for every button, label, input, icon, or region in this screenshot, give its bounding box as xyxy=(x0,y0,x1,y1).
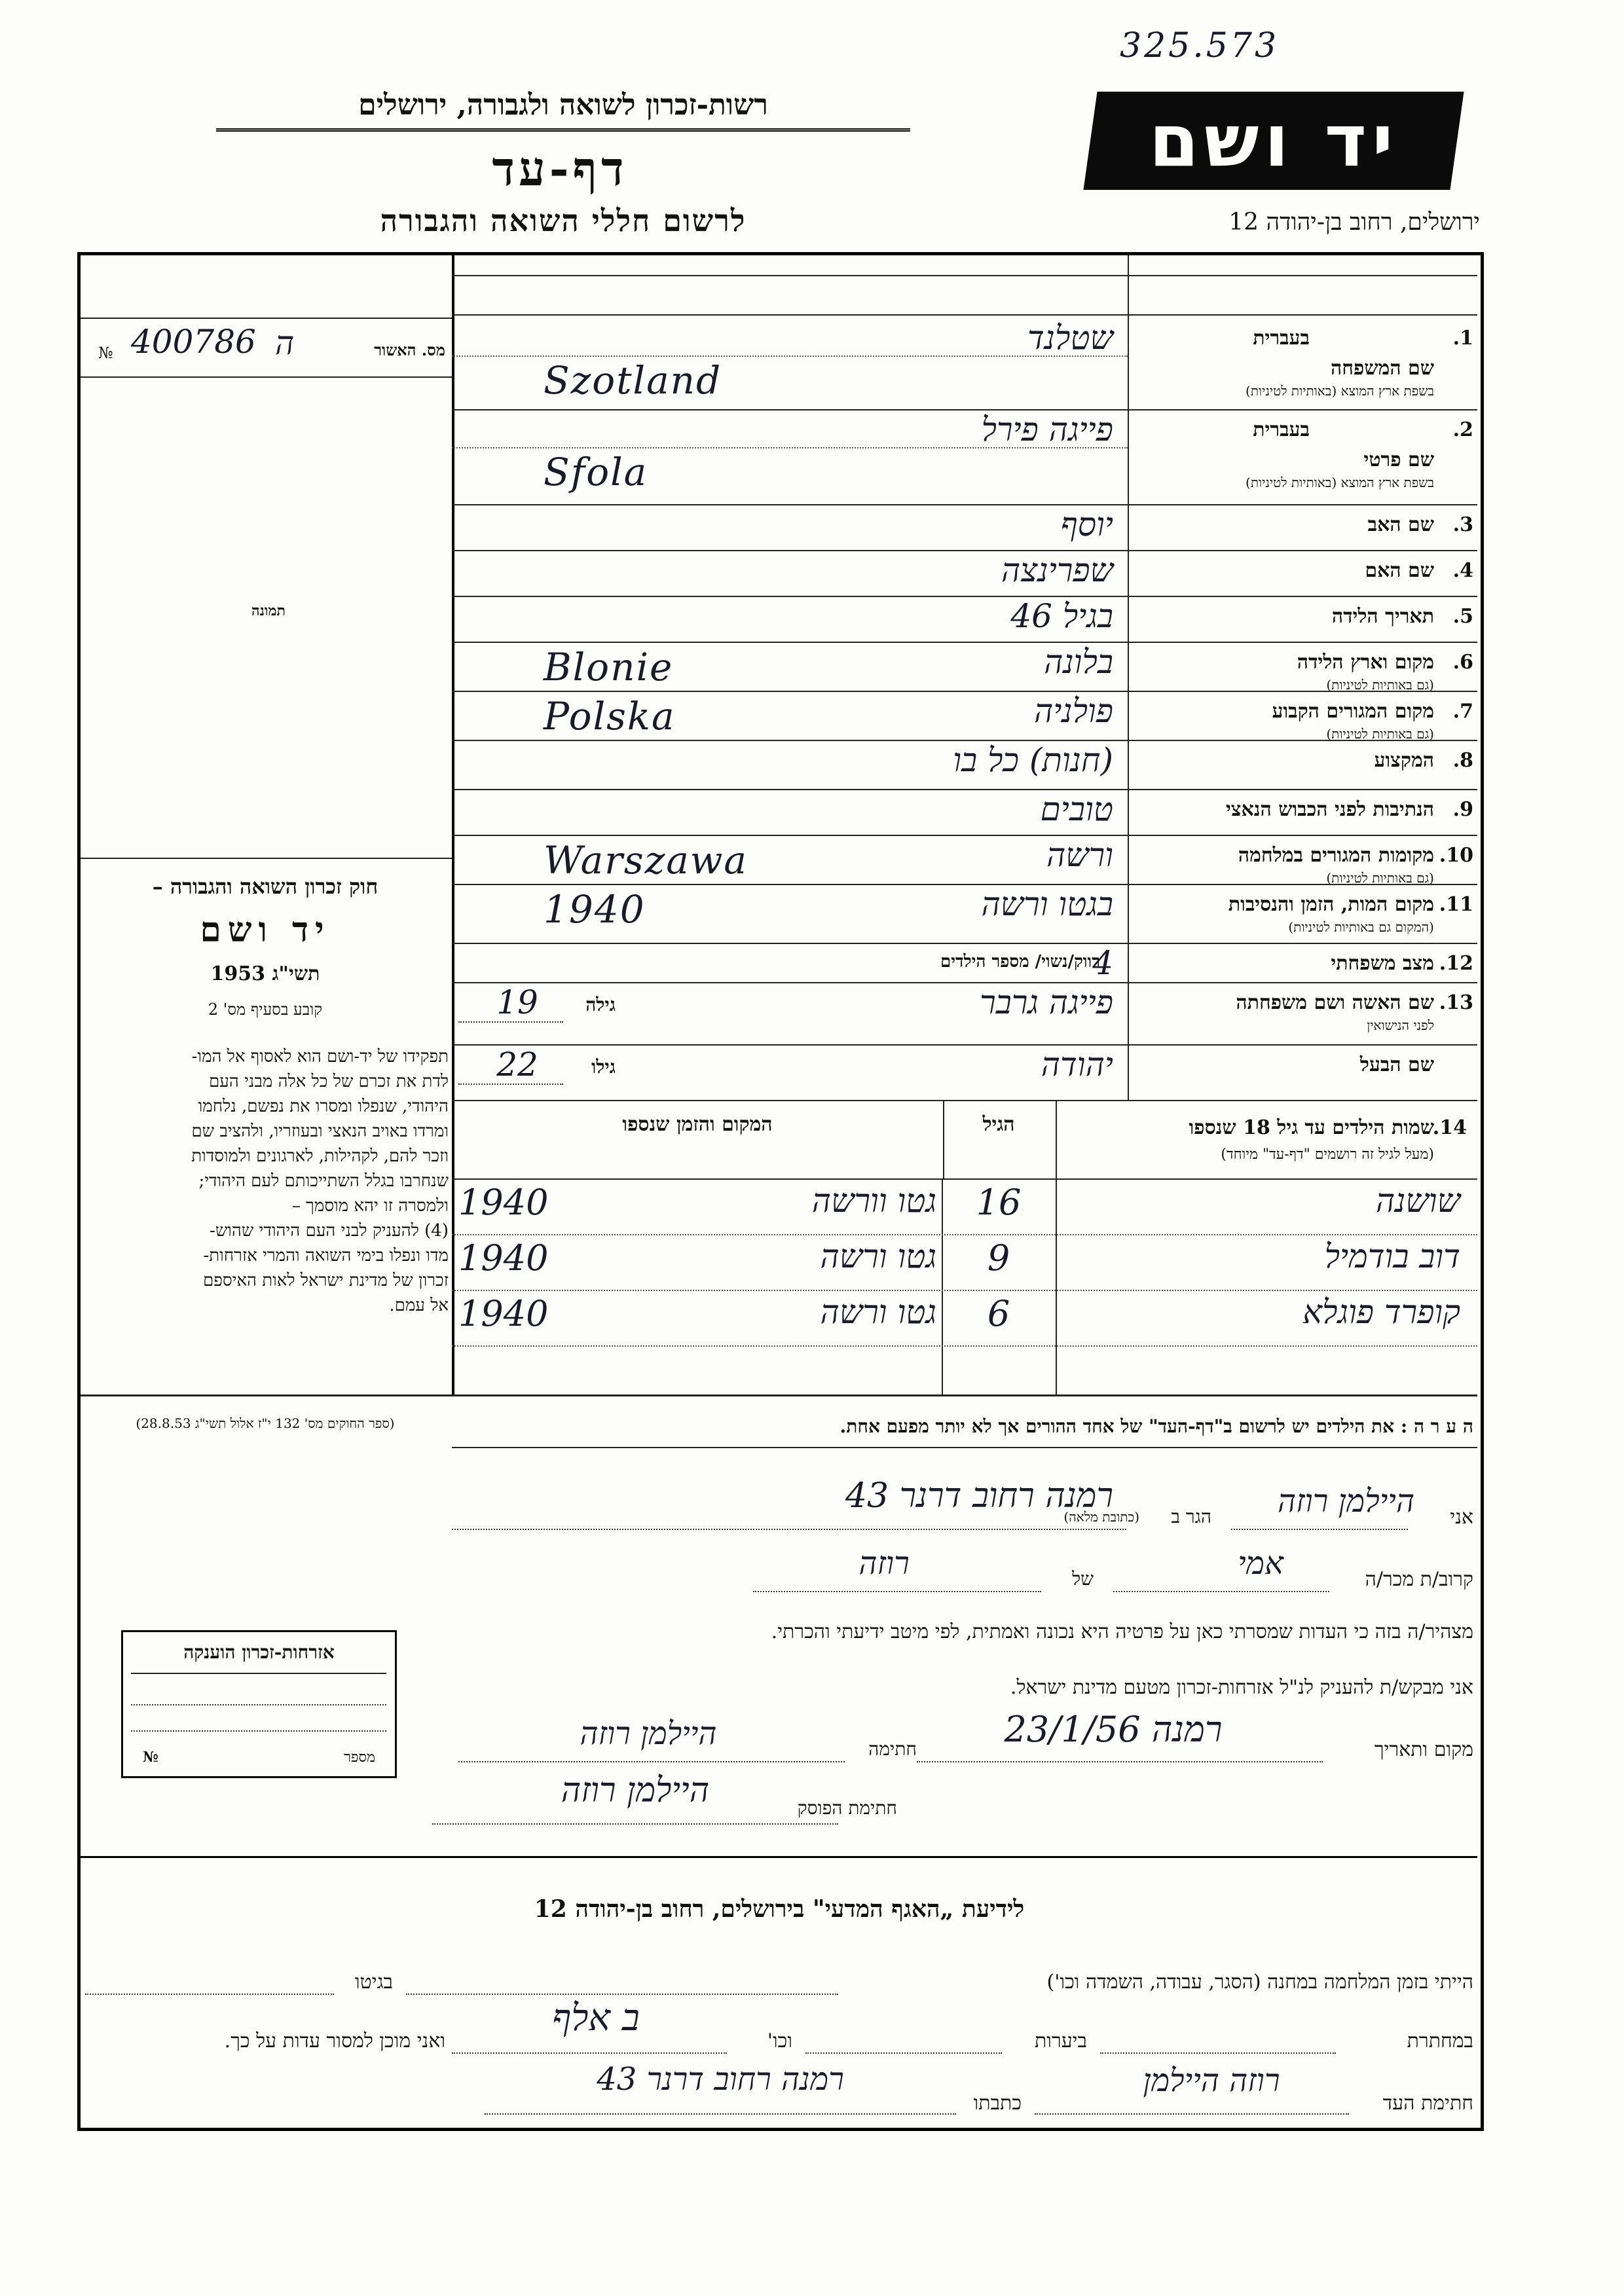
law-text-line: (4) להעניק לבני העם היהודי שהוש- xyxy=(210,1221,449,1241)
field-value-hebrew: בלונה xyxy=(1044,643,1113,681)
label-column-divider xyxy=(1128,255,1129,1100)
field-value-latin: Sfola xyxy=(544,450,648,494)
field-value: פייגה גרבר xyxy=(980,983,1113,1021)
footer-etc-line xyxy=(452,2052,727,2054)
decl-address-hint: (כתובת מלאה) xyxy=(1063,1509,1139,1525)
footer-ghetto-line xyxy=(85,1994,334,1995)
field-number: 12. xyxy=(1439,952,1473,975)
approval-number: 400786 xyxy=(131,323,256,361)
decl-clerk-label: חתימת הפוסק xyxy=(797,1797,897,1819)
field-sub-label: (גם באותיות לטיניות) xyxy=(1326,726,1434,742)
field-value-latin: Polska xyxy=(544,694,676,738)
decl-of-line xyxy=(753,1591,1041,1592)
field-number: 5. xyxy=(1452,605,1473,628)
child-name: שושנה xyxy=(1375,1182,1460,1220)
field-age: 22 xyxy=(496,1046,538,1084)
child-year: 1940 xyxy=(458,1182,549,1223)
footer-camp-line xyxy=(406,1994,838,1995)
footer-ready-label: ואני מוכן למסור עדות על כך. xyxy=(224,2030,445,2052)
footer-ghetto-label: בגיטו xyxy=(354,1971,393,1994)
decl-signature-label: חתימה xyxy=(868,1738,917,1760)
field-label: תאריך הלידה xyxy=(1331,605,1434,628)
decl-relation-line xyxy=(1113,1591,1329,1592)
children-header-bottom xyxy=(452,1178,1477,1180)
citizenship-box xyxy=(121,1630,397,1778)
left-panel-divider xyxy=(452,255,454,1394)
decl-address-value: רמנה רחוב דרנר 43 xyxy=(845,1476,1113,1516)
child-row-line xyxy=(452,1345,1477,1347)
authority-line: רשות-זכרון לשואה ולגבורה, ירושלים xyxy=(358,88,768,122)
citizenship-title-rule xyxy=(131,1673,386,1674)
children-no: 14. xyxy=(1432,1116,1467,1139)
decl-of-value: רוזה xyxy=(858,1545,910,1582)
decl-statement: מצהיר/ה בזה כי העדות שמסרתי כאן על פרטיה היא נכונה ואמתית, לפי מיטב ידיעתי והכרתי. xyxy=(771,1620,1473,1643)
child-row-line xyxy=(452,1290,1477,1291)
footer-witness-sign-label: חתימת העד xyxy=(1382,2092,1473,2115)
field-value: בגיל 46 xyxy=(1010,597,1113,635)
decl-i-label: אני xyxy=(1450,1506,1473,1529)
field-value-hebrew: בגטו ורשה xyxy=(981,885,1113,923)
footer-etc-label: וכו' xyxy=(767,2030,792,2052)
field-age: 19 xyxy=(496,983,538,1021)
field-hebrew-label: בעברית xyxy=(1253,327,1310,350)
child-place: גטו וורשה xyxy=(811,1182,936,1220)
field-label: שם הבעל xyxy=(1359,1053,1434,1076)
child-year: 1940 xyxy=(458,1237,549,1279)
law-text-line: היהודי, שנפלו ומסרו את נפשם, נלחמו xyxy=(198,1097,449,1116)
law-name: יד ושם xyxy=(200,910,331,950)
field-number: 2. xyxy=(1452,418,1473,441)
law-text-line: מדו ונפלו בימי השואה והמרי אזרחות- xyxy=(203,1246,449,1266)
footer-forests-line xyxy=(805,2052,1002,2054)
approval-bottom xyxy=(81,376,452,378)
field-number: 10. xyxy=(1439,844,1473,867)
field-number: 8. xyxy=(1452,749,1473,772)
footer-address-line xyxy=(485,2113,956,2115)
field-value-hebrew: פולניה xyxy=(1033,692,1113,730)
decl-signature-line xyxy=(458,1761,845,1762)
children-sub-label: (מעל לגיל זה רושמים "דף-עד" מיוחד) xyxy=(1221,1146,1434,1163)
field-number: 4. xyxy=(1452,559,1473,582)
field-value: 4 xyxy=(1092,944,1113,982)
child-place: גטו ורשה xyxy=(820,1237,936,1275)
child-year: 1940 xyxy=(458,1293,549,1334)
logo-text: יד ושם xyxy=(1149,99,1399,183)
law-text-line: ומרדו באויב הנאצי ובעוזריו, ולהציב שם xyxy=(191,1121,449,1141)
field-label: מקום וארץ הלידה xyxy=(1297,651,1434,674)
citizenship-number-prefix: № xyxy=(143,1749,158,1766)
citizenship-dots-1 xyxy=(131,1704,386,1705)
children-col-name xyxy=(1056,1100,1057,1394)
decl-address-line xyxy=(452,1529,1126,1530)
decl-clerk-line xyxy=(432,1823,838,1825)
note-text: ה ע ר ה : את הילדים יש לרשום ב"דף-העד" של אחד ההורים אך לא יותר מפעם אחת. xyxy=(840,1415,1473,1437)
law-text-line: תפקידו של יד-ושם הוא לאסוף אל המו- xyxy=(191,1047,449,1066)
field-value: יהודה xyxy=(1041,1046,1113,1084)
child-age: 16 xyxy=(976,1182,1022,1223)
child-place: גטו ורשה xyxy=(820,1293,936,1331)
footer-forests-label: ביערות xyxy=(1034,2030,1087,2052)
decl-place-date-value: 23/1/56 רמנה xyxy=(1004,1709,1223,1750)
child-name: קופרד פוגלא xyxy=(1302,1293,1460,1331)
decl-i-line xyxy=(1231,1529,1408,1530)
field-value: טובים xyxy=(1040,790,1113,828)
field-label: מקום המגורים הקבוע xyxy=(1272,700,1434,723)
header-address: ירושלים, רחוב בן-יהודה 12 xyxy=(1228,209,1480,236)
field-label: שם האשה ושם משפחתה xyxy=(1236,991,1434,1014)
footer-camp-label: הייתי בזמן המלחמה במחנה (הסגר, עבודה, השמדה וכו') xyxy=(1046,1971,1473,1994)
field-sub-label: (גם באותיות לטיניות) xyxy=(1326,677,1434,693)
archive-number: 325.573 xyxy=(1120,26,1280,65)
field-value-hebrew: ורשה xyxy=(1046,836,1113,874)
law-clause: קובע בסעיף מס' 2 xyxy=(208,1000,323,1019)
children-col-age-label: הגיל xyxy=(982,1113,1015,1136)
children-top xyxy=(452,1100,1477,1101)
field-number: 7. xyxy=(1452,700,1473,723)
approval-prefix: № xyxy=(98,344,113,362)
field-age-line xyxy=(458,1084,563,1085)
note-bottom xyxy=(452,1447,1477,1448)
approval-label: מס. האשור xyxy=(374,340,445,359)
field-value: שפרינצה xyxy=(1001,551,1113,589)
footer-witness-sign-value: רוזה היילמן xyxy=(1143,2062,1280,2099)
law-source: (ספר החוקים מס' 132 י"ז אלול תשי"ג 28.8.53) xyxy=(136,1415,395,1431)
field-options: רווק/נשוי/ מספר הילדים xyxy=(940,952,1100,972)
decl-resides-label: הגר ב xyxy=(1171,1506,1211,1527)
children-label: שמות הילדים עד גיל 18 שנספו xyxy=(1189,1116,1434,1139)
field-label: מקום המות, הזמן והנסיבות xyxy=(1228,893,1434,916)
field-sub-label: בשפת ארץ המוצא (באותיות לטיניות) xyxy=(1246,475,1434,490)
field-label: הנתיבות לפני הכבוש הנאצי xyxy=(1225,798,1434,821)
decl-request: אני מבקש/ת להעניק לנ"ל אזרחות-זכרון מטעם מדינת ישראל. xyxy=(1010,1676,1473,1699)
footer-address-value: רמנה רחוב דרנר 43 xyxy=(597,2061,844,2098)
decl-clerk-value: היילמן רוזה xyxy=(561,1771,710,1810)
field-number: 1. xyxy=(1452,327,1473,350)
children-bottom xyxy=(81,1394,1477,1396)
citizenship-title: אזרחות-זכרון הוענקה xyxy=(183,1641,335,1663)
field-value: (חנות) כל בו xyxy=(953,741,1113,779)
law-text-line: אל עמם. xyxy=(389,1296,449,1315)
field-label: שם האם xyxy=(1365,559,1434,582)
field-value-hebrew: פייגה פירל xyxy=(981,410,1113,448)
field-sub-label: (המקום גם באותיות לטיניות) xyxy=(1288,919,1434,935)
decl-relation-value: אמי xyxy=(1238,1545,1283,1582)
law-title: חוק זכרון השואה והגבורה – xyxy=(152,874,378,899)
children-col-place xyxy=(942,1178,943,1394)
top-line-1 xyxy=(452,275,1477,276)
decl-signature-value: היילמן רוזה xyxy=(580,1715,717,1752)
child-name: דוב בודמיל xyxy=(1324,1237,1460,1275)
footer-hiding-line xyxy=(1100,2052,1336,2054)
form-subtitle: לרשום חללי השואה והגבורה xyxy=(380,203,747,238)
field-age-line xyxy=(458,1021,563,1023)
yad-vashem-logo xyxy=(1083,92,1464,190)
footer-title: לידיעת „האגף המדעי" בירושלים, רחוב בן-יהודה 12 xyxy=(534,1895,1025,1923)
top-line-2 xyxy=(452,314,1477,316)
footer-witness-sign-line xyxy=(1035,2113,1349,2115)
field-number: 9. xyxy=(1452,798,1473,821)
field-value-latin: Warszawa xyxy=(544,838,748,883)
field-age-label: גילה xyxy=(585,994,616,1015)
field-value-latin: Szotland xyxy=(544,358,722,403)
field-label: שם המשפחה xyxy=(1330,357,1434,380)
law-year: תשי"ג 1953 xyxy=(210,962,320,985)
law-text-line: זכרון של מדינת ישראל לאות האיספם xyxy=(203,1271,449,1290)
field-sub-label: בשפת ארץ המוצא (באותיות לטיניות) xyxy=(1246,383,1434,399)
footer-hiding-label: במחתרת xyxy=(1407,2030,1473,2052)
child-age: 9 xyxy=(987,1237,1010,1279)
field-label: המקצוע xyxy=(1374,749,1434,772)
children-col-place-label: המקום והזמן שנספו xyxy=(622,1113,773,1136)
citizenship-number-label: מספר xyxy=(344,1749,375,1766)
field-number: 6. xyxy=(1452,651,1473,674)
field-value-hebrew: שטלנד xyxy=(1027,319,1113,357)
approval-top xyxy=(81,318,452,319)
field-value: יוסף xyxy=(1060,505,1113,543)
child-row-line xyxy=(452,1234,1477,1235)
field-number: 3. xyxy=(1452,513,1473,536)
photo-label: תמונה xyxy=(251,602,286,619)
footer-address-label: כתבתו xyxy=(973,2092,1022,2115)
field-label: מצב משפחתי xyxy=(1331,952,1434,975)
field-hebrew-label: בעברית xyxy=(1253,418,1310,441)
children-col-age xyxy=(943,1100,944,1178)
field-number: 11. xyxy=(1439,893,1473,916)
law-text xyxy=(85,1044,449,1318)
law-text-line: לדת את זכרם של כל אלה מבני העם xyxy=(208,1072,449,1091)
field-number: 13. xyxy=(1439,991,1473,1014)
footer-etc-value: ב אלף xyxy=(552,1997,640,2039)
law-text-line: ולמסרה זו יהא מוסמך – xyxy=(291,1196,449,1216)
field-sub-label: (גם באותיות לטיניות) xyxy=(1326,870,1434,886)
field-label: שם פרטי xyxy=(1363,448,1434,471)
footer-top xyxy=(81,1856,1477,1858)
child-age: 6 xyxy=(987,1293,1010,1334)
law-text-line: שנחרבו בגלל השתייכותם לעם היהודי; xyxy=(198,1171,449,1191)
field-sub-label: לפני הנישואין xyxy=(1367,1017,1434,1033)
form-title: דף-עד xyxy=(492,141,628,196)
decl-i-value: היילמן רוזה xyxy=(1277,1483,1414,1520)
law-text-line: וזכר להם, לקהילות, לארגונים ולמוסדות xyxy=(191,1146,449,1166)
law-top xyxy=(81,858,452,859)
decl-place-date-line xyxy=(917,1761,1323,1762)
field-label: מקומות המגורים במלחמה xyxy=(1238,844,1434,867)
decl-place-date-label: מקום ותאריך xyxy=(1374,1738,1473,1761)
citizenship-dots-2 xyxy=(131,1730,386,1732)
authority-underline xyxy=(216,128,910,132)
field-label: שם האב xyxy=(1367,513,1434,536)
field-value-latin: Blonie xyxy=(544,645,674,689)
field-value-latin: 1940 xyxy=(544,887,646,932)
decl-of-label: של xyxy=(1072,1568,1094,1590)
approval-hand-prefix: ה xyxy=(275,324,295,362)
field-age-label: גילו xyxy=(591,1056,616,1078)
decl-relation-label: קרוב/ת מכר/ה xyxy=(1365,1568,1473,1591)
